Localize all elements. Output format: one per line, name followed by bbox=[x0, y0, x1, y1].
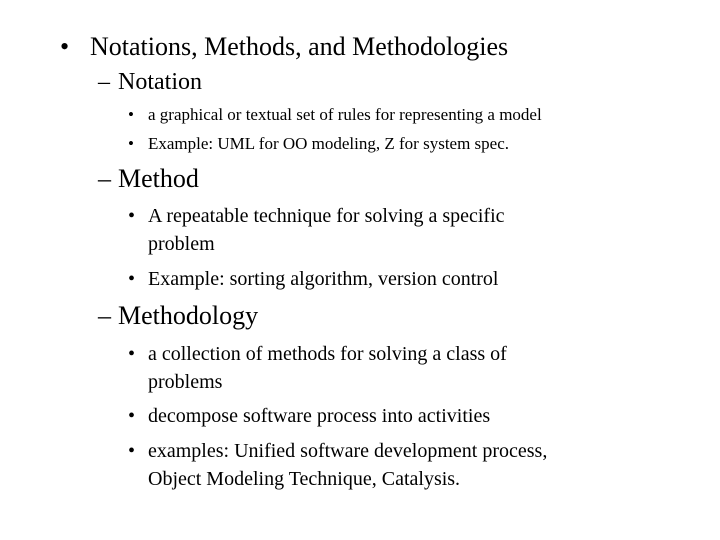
list-item-text-continued: problems bbox=[148, 371, 223, 393]
list-item-text: a graphical or textual set of rules for representing a model bbox=[148, 105, 542, 124]
list-item bbox=[128, 437, 708, 493]
list-item-text: Example: sorting algorithm, version control bbox=[148, 268, 499, 290]
bullet-marker: • bbox=[128, 405, 136, 427]
dash-marker: – bbox=[98, 164, 111, 193]
section-heading-notation bbox=[98, 68, 678, 96]
section-heading-text: Method bbox=[118, 164, 199, 193]
section-heading-text: Notation bbox=[118, 69, 202, 95]
list-item-text: decompose software process into activities bbox=[148, 405, 491, 427]
dash-marker: – bbox=[98, 69, 110, 95]
list-item bbox=[128, 130, 708, 156]
list-item bbox=[128, 340, 708, 396]
bullet-marker: • bbox=[60, 32, 70, 61]
main-bullet bbox=[60, 32, 680, 62]
bullet-marker: • bbox=[128, 440, 136, 462]
bullet-marker: • bbox=[128, 134, 134, 153]
bullet-marker: • bbox=[128, 268, 136, 290]
list-item-text: A repeatable technique for solving a specific bbox=[148, 205, 505, 227]
list-item-text-continued: Object Modeling Technique, Catalysis. bbox=[148, 468, 461, 490]
bullet-marker: • bbox=[128, 105, 134, 124]
list-item-text: Example: UML for OO modeling, Z for system spec. bbox=[148, 134, 510, 153]
main-bullet-text: Notations, Methods, and Methodologies bbox=[90, 32, 509, 61]
bullet-marker: • bbox=[128, 205, 136, 227]
section-heading-text: Methodology bbox=[118, 301, 259, 330]
list-item-text: examples: Unified software development process, bbox=[148, 440, 548, 462]
list-item bbox=[128, 402, 708, 430]
list-item bbox=[128, 202, 708, 258]
list-item-text: a collection of methods for solving a class of bbox=[148, 343, 507, 365]
list-item bbox=[128, 265, 708, 293]
list-item bbox=[128, 101, 708, 127]
dash-marker: – bbox=[98, 301, 111, 330]
list-item-text-continued: problem bbox=[148, 233, 215, 255]
section-heading-methodology bbox=[98, 302, 678, 330]
bullet-marker: • bbox=[128, 343, 136, 365]
section-heading-method bbox=[98, 165, 678, 193]
